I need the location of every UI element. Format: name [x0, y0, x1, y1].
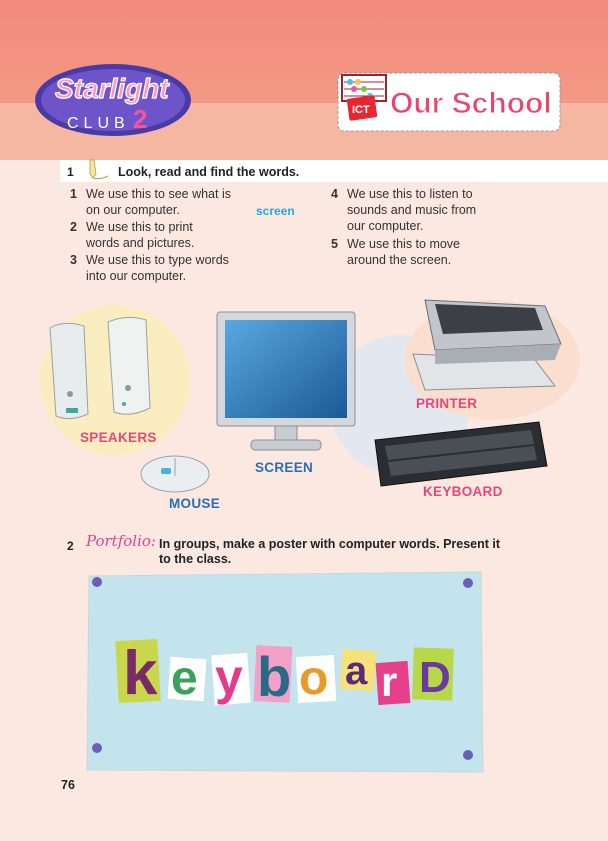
example-answer: screen — [256, 204, 295, 218]
poster-letter: a — [345, 649, 368, 693]
portfolio-label: Portfolio: — [86, 532, 156, 550]
our-school-badge — [334, 67, 564, 137]
poster-letter: y — [215, 649, 243, 705]
logo-starlight-text: Starlight — [55, 73, 169, 104]
printer-image — [405, 290, 565, 394]
clue-line: We use this to see what is — [86, 187, 231, 201]
clue-line: We use this to listen to — [347, 187, 473, 201]
clue-number: 4 — [331, 187, 338, 201]
task1-number: 1 — [67, 165, 74, 179]
task2-line: to the class. — [159, 552, 232, 566]
logo-club-text: CLUB — [67, 115, 130, 132]
poster-letter: D — [419, 653, 451, 702]
keyboard-poster — [85, 570, 487, 776]
poster-letter: k — [123, 639, 158, 708]
page-number: 76 — [61, 778, 75, 792]
clue-line: on our computer. — [86, 203, 180, 217]
clue-line: our computer. — [347, 219, 424, 233]
monitor-image — [215, 310, 357, 456]
starlight-club-logo — [33, 56, 195, 140]
clue-line: into our computer. — [86, 269, 187, 283]
mouse-image — [137, 452, 213, 496]
poster-letter: e — [171, 652, 198, 705]
clue-2 — [70, 219, 195, 251]
task2-line: In groups, make a poster with computer words. Present it — [159, 537, 501, 551]
task2-number: 2 — [67, 539, 74, 553]
clue-line: sounds and music from — [347, 203, 477, 217]
clue-5 — [331, 236, 461, 268]
clue-line: around the screen. — [347, 253, 452, 267]
speakers-label: SPEAKERS — [80, 430, 157, 445]
speakers-image — [44, 314, 159, 426]
poster-letter: b — [257, 645, 292, 708]
clue-number: 1 — [70, 187, 77, 201]
mouse-label: MOUSE — [169, 496, 221, 511]
logo-level-number: 2 — [133, 104, 148, 134]
right-speaker — [108, 317, 150, 414]
pin-icon — [463, 578, 473, 588]
clue-1 — [70, 186, 231, 218]
ict-tag: ICT — [352, 104, 370, 116]
pin-icon — [92, 743, 102, 753]
clue-4 — [331, 186, 477, 234]
printer-label: PRINTER — [416, 396, 478, 411]
clue-number: 3 — [70, 253, 77, 267]
left-speaker — [50, 323, 88, 418]
keyboard-label: KEYBOARD — [423, 484, 503, 499]
poster-letter: o — [299, 652, 329, 705]
section-title: Our School — [390, 87, 552, 120]
screen-label: SCREEN — [255, 460, 314, 475]
pin-icon — [92, 577, 102, 587]
clue-line: words and pictures. — [86, 236, 195, 250]
clue-line: We use this to type words — [86, 253, 229, 267]
clue-line: We use this to print — [86, 220, 193, 234]
poster-letter: r — [381, 658, 398, 705]
task1-instruction: Look, read and find the words. — [118, 165, 300, 179]
clue-3 — [70, 252, 229, 284]
keyboard-image — [371, 420, 549, 488]
task2-instruction — [159, 537, 559, 567]
pencil-icon — [84, 158, 110, 182]
pin-icon — [463, 750, 473, 760]
clue-line: We use this to move — [347, 237, 461, 251]
clue-number: 5 — [331, 237, 338, 251]
clue-number: 2 — [70, 220, 77, 234]
